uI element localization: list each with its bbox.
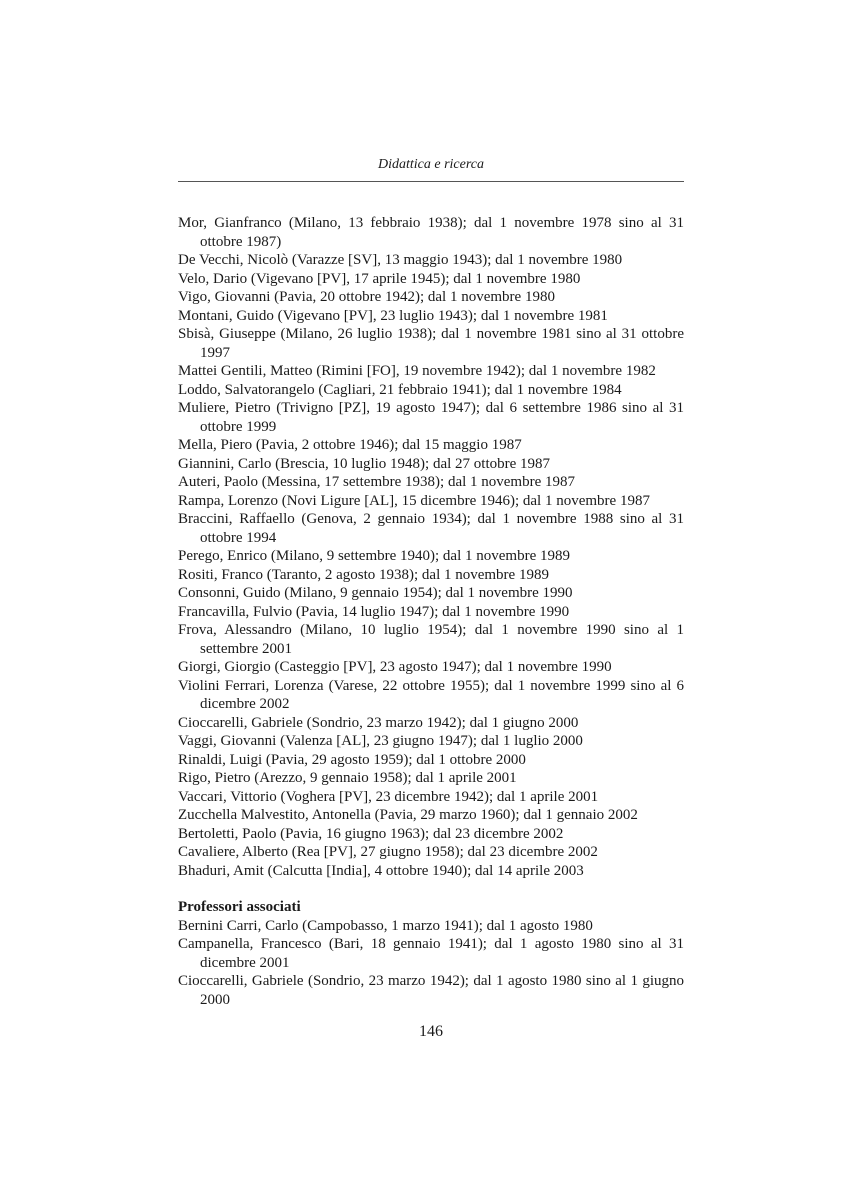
list-item: Bertoletti, Paolo (Pavia, 16 giugno 1963); dal 23 dicembre 2002	[178, 825, 564, 842]
list-item: Loddo, Salvatorangelo (Cagliari, 21 febbraio 1941); dal 1 novembre 1984	[178, 381, 622, 398]
list-item: Mattei Gentili, Matteo (Rimini [FO], 19 novembre 1942); dal 1 novembre 1982	[178, 363, 656, 379]
list-item: Perego, Enrico (Milano, 9 settembre 1940); dal 1 novembre 1989	[178, 548, 570, 564]
list-item: Muliere, Pietro (Trivigno [PZ], 19 agosto 1947); dal 6 settembre 1986 sino al 31 ottobre 1999	[178, 400, 684, 435]
list-item: Montani, Guido (Vigevano [PV], 23 luglio 1943); dal 1 novembre 1981	[178, 307, 608, 324]
list-item: Giannini, Carlo (Brescia, 10 luglio 1948); dal 27 ottobre 1987	[178, 455, 551, 472]
list-item: Campanella, Francesco (Bari, 18 gennaio 1941); dal 1 agosto 1980 sino al 31 dicembre 2001	[178, 936, 684, 971]
list-item: Mor, Gianfranco (Milano, 13 febbraio 1938); dal 1 novembre 1978 sino al 31 ottobre 1987)	[178, 215, 684, 250]
list-item: Rinaldi, Luigi (Pavia, 29 agosto 1959); dal 1 ottobre 2000	[178, 751, 526, 768]
list-item: Cioccarelli, Gabriele (Sondrio, 23 marzo 1942); dal 1 agosto 1980 sino al 1 giugno 2000	[178, 973, 684, 1008]
list-item: Giorgi, Giorgio (Casteggio [PV], 23 agosto 1947); dal 1 novembre 1990	[178, 659, 612, 675]
list-item: Bhaduri, Amit (Calcutta [India], 4 ottobre 1940); dal 14 aprile 2003	[178, 862, 584, 879]
list-item: Braccini, Raffaello (Genova, 2 gennaio 1934); dal 1 novembre 1988 sino al 31 ottobre 1994	[178, 511, 684, 546]
list-item: Francavilla, Fulvio (Pavia, 14 luglio 1947); dal 1 novembre 1990	[178, 603, 570, 620]
list-item: Sbisà, Giuseppe (Milano, 26 luglio 1938); dal 1 novembre 1981 sino al 31 ottobre 1997	[178, 326, 684, 361]
list-item: Consonni, Guido (Milano, 9 gennaio 1954); dal 1 novembre 1990	[178, 585, 573, 601]
list-item: Rositi, Franco (Taranto, 2 agosto 1938); dal 1 novembre 1989	[178, 566, 549, 583]
list-item: Violini Ferrari, Lorenza (Varese, 22 ottobre 1955); dal 1 novembre 1999 sino al 6 dicembre 2002	[178, 677, 684, 712]
list-item: Cavaliere, Alberto (Rea [PV], 27 giugno 1958); dal 23 dicembre 2002	[178, 844, 598, 860]
list-item: Velo, Dario (Vigevano [PV], 17 aprile 1945); dal 1 novembre 1980	[178, 270, 581, 287]
running-title: Didattica e ricerca	[377, 157, 484, 172]
page-number: 146	[419, 1023, 443, 1040]
ordinari-list	[178, 214, 684, 880]
list-item: Bernini Carri, Carlo (Campobasso, 1 marzo 1941); dal 1 agosto 1980	[178, 917, 593, 934]
list-item: De Vecchi, Nicolò (Varazze [SV], 13 maggio 1943); dal 1 novembre 1980	[178, 252, 623, 268]
list-item: Frova, Alessandro (Milano, 10 luglio 1954); dal 1 novembre 1990 sino al 1 settembre 2001	[178, 622, 684, 657]
associati-list	[178, 917, 684, 1010]
list-item: Cioccarelli, Gabriele (Sondrio, 23 marzo 1942); dal 1 giugno 2000	[178, 714, 579, 731]
list-item: Mella, Piero (Pavia, 2 ottobre 1946); dal 15 maggio 1987	[178, 437, 522, 453]
list-item: Vigo, Giovanni (Pavia, 20 ottobre 1942); dal 1 novembre 1980	[178, 289, 555, 305]
page-content	[178, 214, 684, 1009]
list-item: Vaggi, Giovanni (Valenza [AL], 23 giugno 1947); dal 1 luglio 2000	[178, 733, 583, 749]
list-item: Rigo, Pietro (Arezzo, 9 gennaio 1958); dal 1 aprile 2001	[178, 770, 517, 786]
section-title-associati: Professori associati	[178, 899, 301, 915]
list-item: Rampa, Lorenzo (Novi Ligure [AL], 15 dicembre 1946); dal 1 novembre 1987	[178, 492, 650, 509]
list-item: Zucchella Malvestito, Antonella (Pavia, 29 marzo 1960); dal 1 gennaio 2002	[178, 807, 638, 823]
list-item: Auteri, Paolo (Messina, 17 settembre 1938); dal 1 novembre 1987	[178, 474, 576, 490]
list-item: Vaccari, Vittorio (Voghera [PV], 23 dicembre 1942); dal 1 aprile 2001	[178, 788, 599, 805]
running-header	[178, 154, 684, 182]
